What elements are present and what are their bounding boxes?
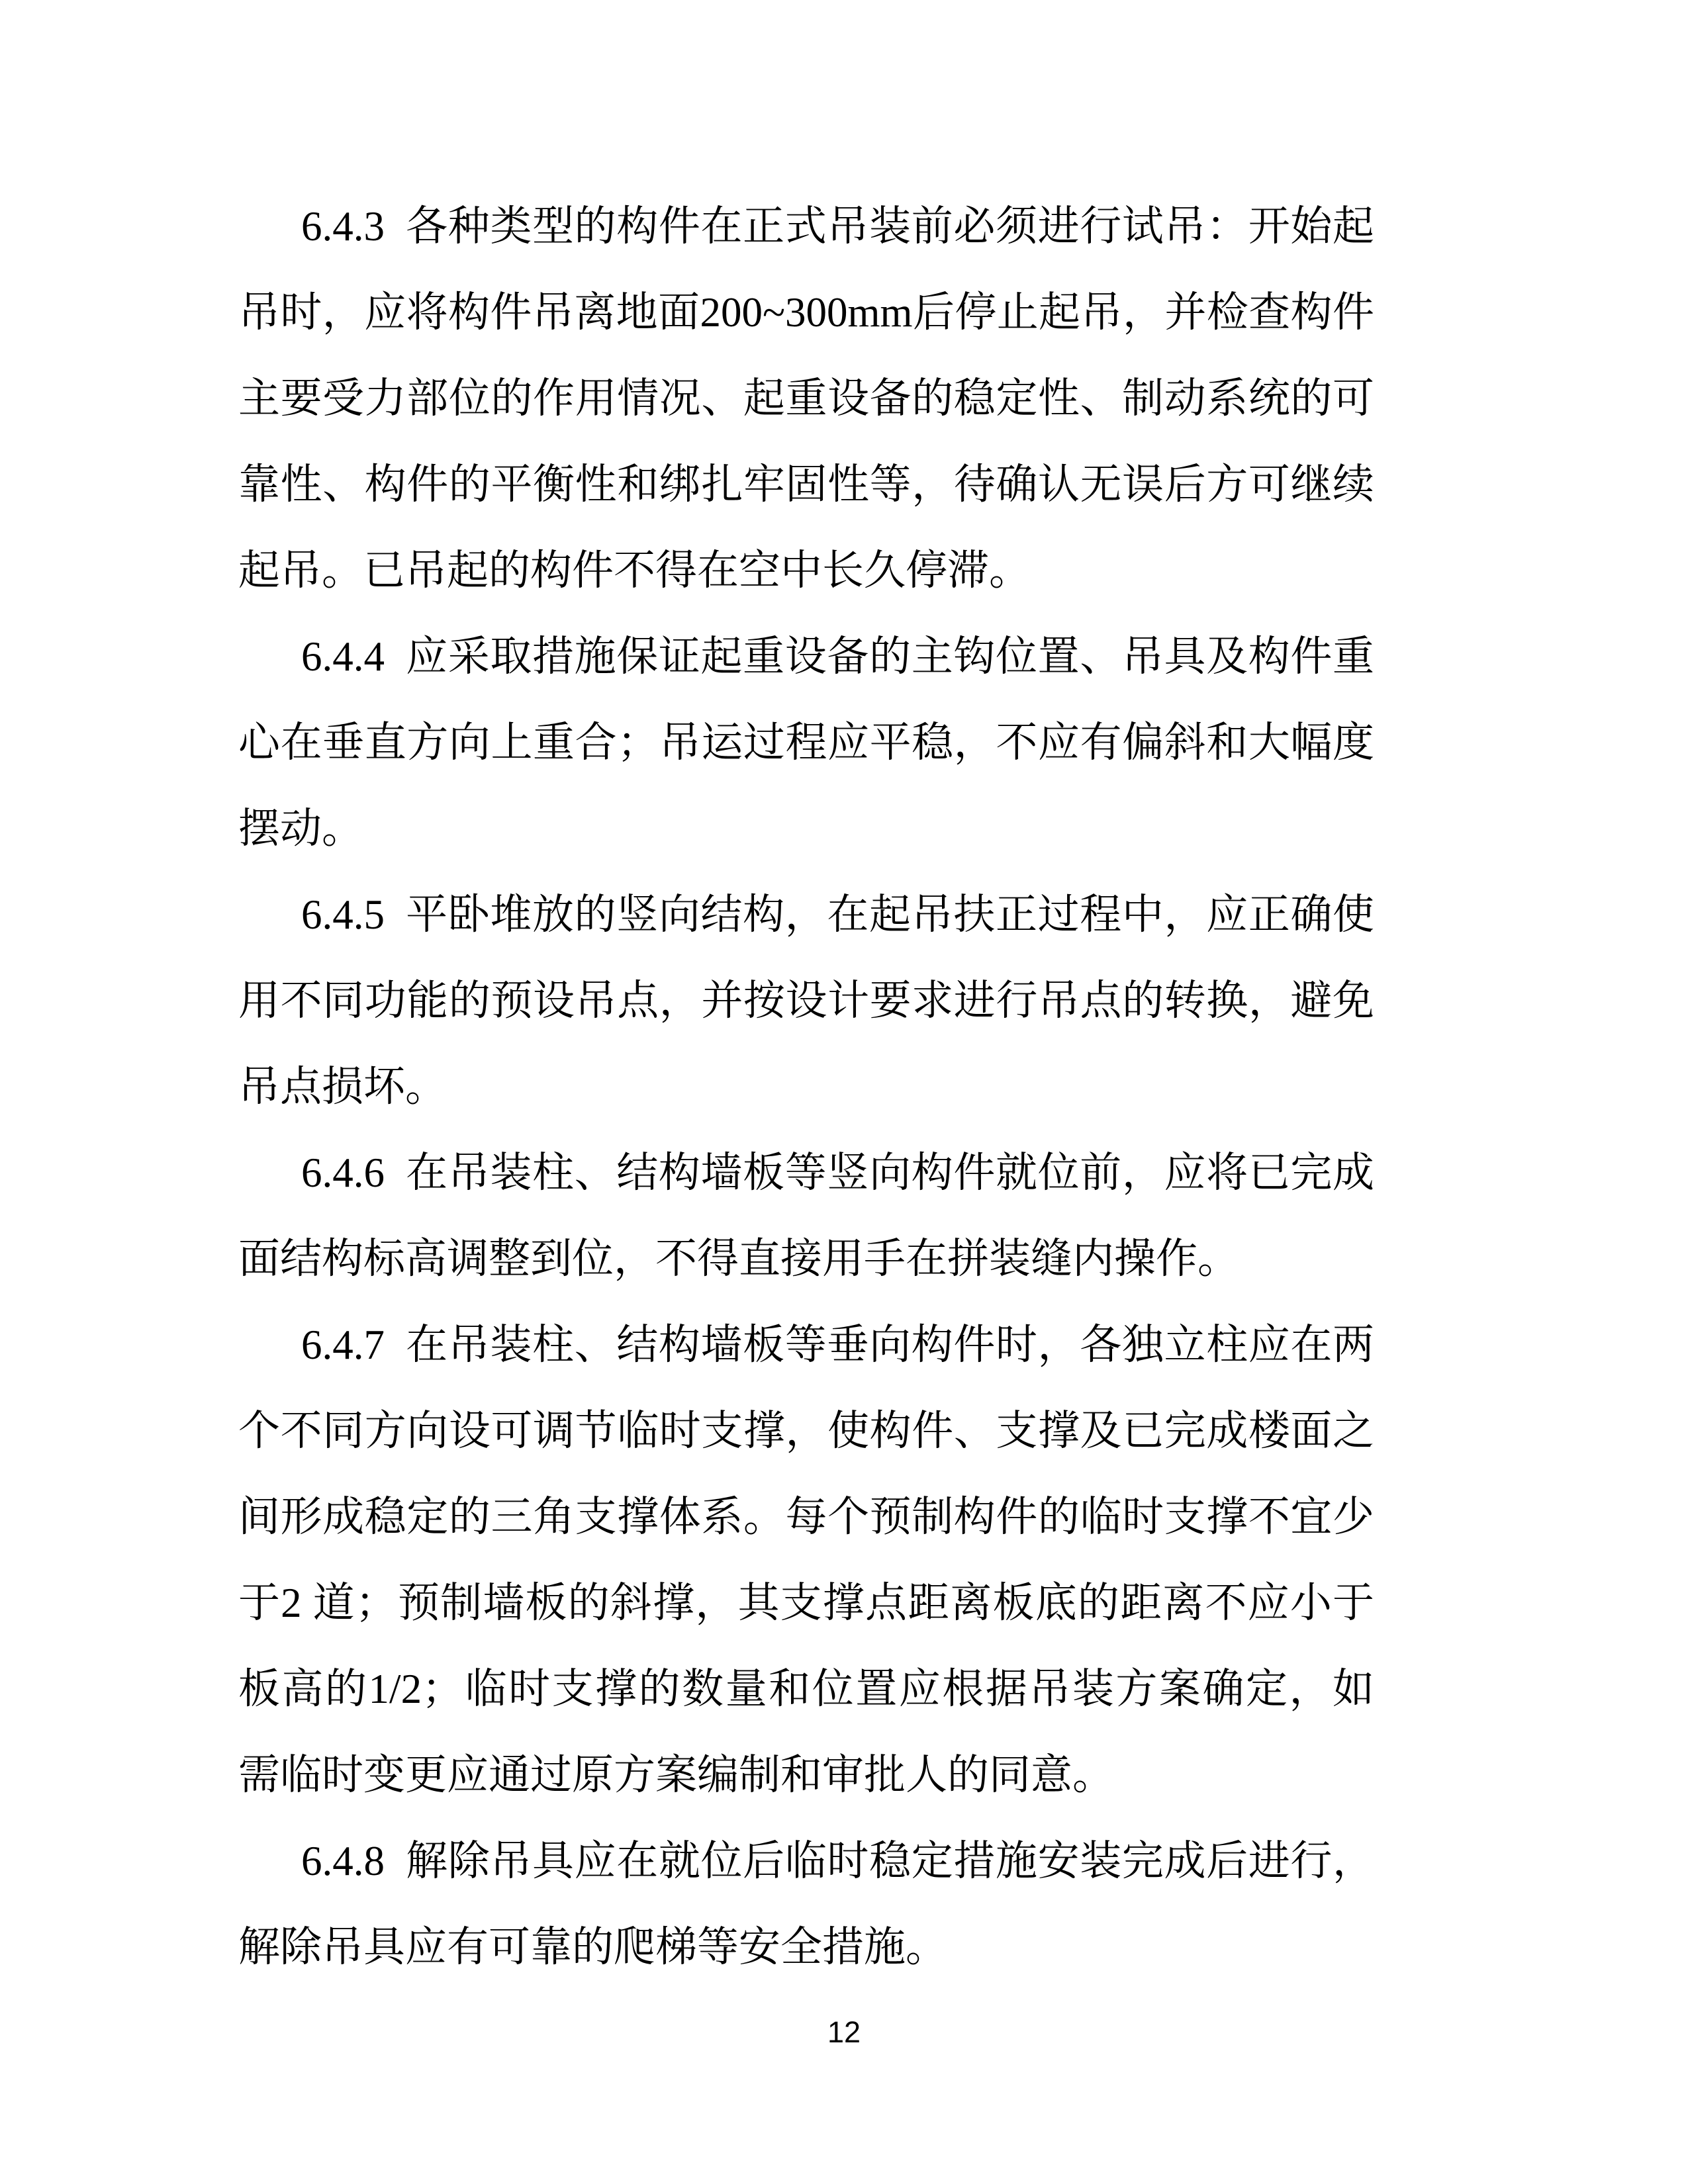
paragraph-6-4-6 bbox=[238, 1130, 1374, 1302]
page-number: 12 bbox=[827, 2015, 861, 2049]
page-footer bbox=[0, 2013, 1688, 2052]
paragraph-text: 在吊装柱、结构墙板等垂向构件时，各独立柱应在两个不同方向设可调节临时支撑，使构件、支撑及已完成楼面之间形成稳定的三角支撑体系。每个预制构件的临时支撑不宜少于2 道；预制墙板的斜撑，其支撑点距离板底的距离不应小于板高的1/2；临时支撑的数量和位置应根据吊装方案确定，如需临时变更应通过原方案编制和审批人的同意。 bbox=[238, 1322, 1374, 1798]
section-number: 6.4.7 bbox=[301, 1322, 385, 1368]
paragraph-text: 应采取措施保证起重设备的主钩位置、吊具及构件重心在垂直方向上重合；吊运过程应平稳，不应有偏斜和大幅度摆动。 bbox=[238, 633, 1374, 852]
paragraph-6-4-3 bbox=[238, 183, 1374, 614]
section-number: 6.4.4 bbox=[301, 633, 385, 680]
section-number: 6.4.5 bbox=[301, 891, 385, 938]
paragraph-text: 解除吊具应在就位后临时稳定措施安装完成后进行，解除吊具应有可靠的爬梯等安全措施。 bbox=[238, 1838, 1374, 1970]
section-number: 6.4.8 bbox=[301, 1838, 385, 1884]
section-number: 6.4.3 bbox=[301, 203, 385, 250]
paragraph-6-4-4 bbox=[238, 614, 1374, 872]
paragraph-text: 平卧堆放的竖向结构，在起吊扶正过程中，应正确使用不同功能的预设吊点，并按设计要求进行吊点的转换，避免吊点损坏。 bbox=[238, 891, 1374, 1110]
paragraph-6-4-7 bbox=[238, 1302, 1374, 1818]
paragraph-6-4-8 bbox=[238, 1818, 1374, 1990]
paragraph-text: 在吊装柱、结构墙板等竖向构件就位前，应将已完成面结构标高调整到位，不得直接用手在拼装缝内操作。 bbox=[238, 1150, 1374, 1282]
document-body bbox=[238, 183, 1374, 1990]
section-number: 6.4.6 bbox=[301, 1150, 385, 1196]
paragraph-6-4-5 bbox=[238, 872, 1374, 1130]
paragraph-text: 各种类型的构件在正式吊装前必须进行试吊：开始起吊时，应将构件吊离地面200~300mm后停止起吊，并检查构件主要受力部位的作用情况、起重设备的稳定性、制动系统的可靠性、构件的平衡性和绑扎牢固性等，待确认无误后方可继续起吊。已吊起的构件不得在空中长久停滞。 bbox=[238, 203, 1374, 594]
